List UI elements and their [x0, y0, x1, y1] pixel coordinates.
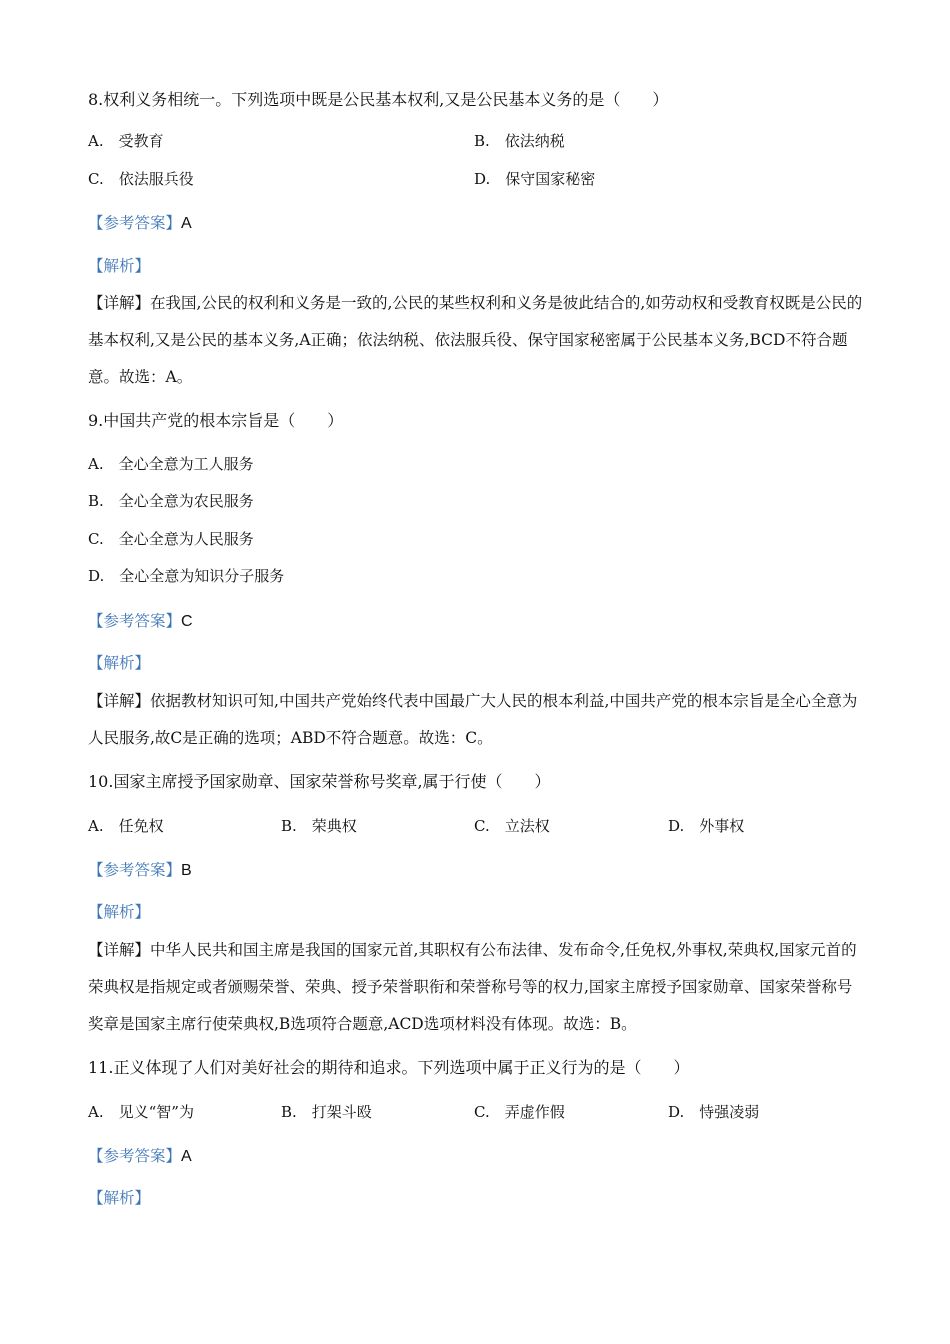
answer-value: A [181, 1148, 192, 1165]
question-8-option-a: A. 受教育 [88, 132, 164, 150]
question-11-option-c: C. 弄虚作假 [474, 1103, 565, 1121]
question-10-option-d: D. 外事权 [668, 817, 745, 835]
question-10-analysis-label: 【解析】 [88, 903, 151, 921]
question-11-option-d: D. 恃强凌弱 [668, 1103, 760, 1121]
answer-label: 【参考答案】 [88, 1147, 182, 1165]
question-8-option-b: B. 依法纳税 [474, 132, 565, 150]
question-9-option-c: C. 全心全意为人民服务 [88, 530, 254, 548]
question-9-option-a: A. 全心全意为工人服务 [88, 455, 254, 473]
detail-label: 【详解】 [88, 692, 151, 710]
answer-value: C [181, 613, 193, 630]
question-9-detail [88, 683, 863, 757]
question-9-stem: 9.中国共产党的根本宗旨是（ ） [88, 411, 344, 430]
question-10-option-b: B. 荣典权 [281, 817, 357, 835]
question-11-option-a: A. 见义“智”为 [88, 1103, 194, 1121]
detail-label: 【详解】 [88, 941, 151, 959]
question-9-option-d: D. 全心全意为知识分子服务 [88, 567, 285, 585]
question-8-analysis-label: 【解析】 [88, 257, 151, 275]
answer-value: A [181, 215, 192, 232]
detail-text: 依据教材知识可知,中国共产党始终代表中国最广大人民的根本利益,中国共产党的根本宗旨是全心全意为人民服务,故C是正确的选项；ABD不符合题意。故选：C。 [88, 692, 858, 747]
question-10-stem: 10.国家主席授予国家勋章、国家荣誉称号奖章,属于行使（ ） [88, 772, 551, 791]
question-11-option-b: B. 打架斗殴 [281, 1103, 372, 1121]
answer-label: 【参考答案】 [88, 612, 182, 630]
question-10-option-a: A. 任免权 [88, 817, 164, 835]
question-11-stem: 11.正义体现了人们对美好社会的期待和追求。下列选项中属于正义行为的是（ ） [88, 1058, 690, 1077]
detail-text: 中华人民共和国主席是我国的国家元首,其职权有公布法律、发布命令,任免权,外事权,荣典权,国家元首的荣典权是指规定或者颁赐荣誉、荣典、授予荣誉职衔和荣誉称号等的权力,国家主席授予国家勋章、国家荣誉称号奖章是国家主席行使荣典权,B选项符合题意,ACD选项材料没有体现。故选：B。 [88, 941, 857, 1033]
question-10-option-c: C. 立法权 [474, 817, 550, 835]
question-9-option-b: B. 全心全意为农民服务 [88, 492, 254, 510]
question-8-option-c: C. 依法服兵役 [88, 170, 194, 188]
detail-text: 在我国,公民的权利和义务是一致的,公民的某些权利和义务是彼此结合的,如劳动权和受教育权既是公民的基本权利,又是公民的基本义务,A正确；依法纳税、依法服兵役、保守国家秘密属于公民基本义务,BCD不符合题意。故选：A。 [88, 294, 863, 386]
answer-value: B [181, 862, 192, 879]
answer-label: 【参考答案】 [88, 861, 182, 879]
detail-label: 【详解】 [88, 294, 151, 312]
question-10-answer [88, 860, 192, 881]
question-11-answer [88, 1146, 192, 1167]
question-8-answer [88, 213, 192, 234]
question-11-analysis-label: 【解析】 [88, 1189, 151, 1207]
question-9-answer [88, 611, 193, 632]
question-8-detail [88, 285, 863, 396]
question-8-option-d: D. 保守国家秘密 [474, 170, 596, 188]
question-9-analysis-label: 【解析】 [88, 654, 151, 672]
question-8-stem: 8.权利义务相统一。下列选项中既是公民基本权利,又是公民基本义务的是（ ） [88, 90, 669, 109]
answer-label: 【参考答案】 [88, 214, 182, 232]
question-10-detail [88, 932, 863, 1043]
